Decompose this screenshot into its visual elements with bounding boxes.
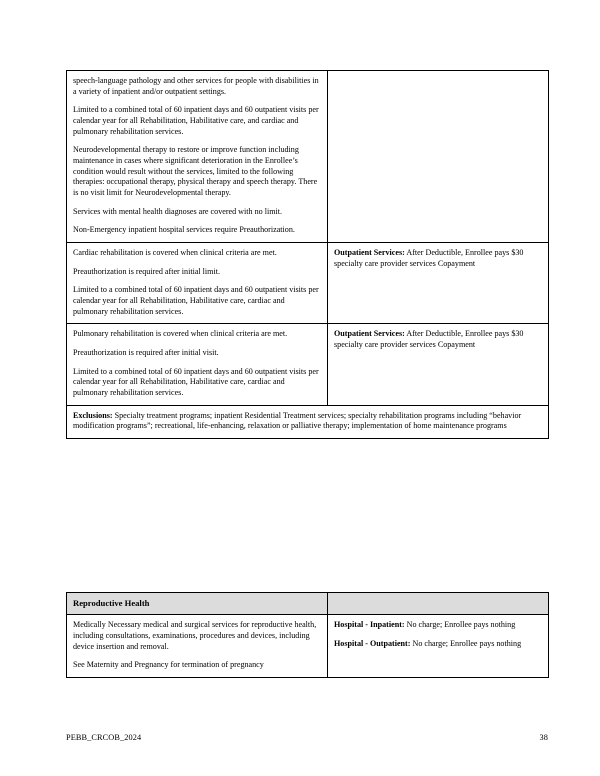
reproductive-health-table [66,592,549,678]
cost-share-text: After Deductible, Enrollee pays $30 specialty care provider services Copayment [334,248,524,268]
cost-share-cell [328,243,549,324]
benefit-description-cell [67,243,328,324]
benefit-paragraph: Preauthorization is required after initial visit. [73,348,219,358]
benefit-paragraph: Limited to a combined total of 60 inpatient days and 60 outpatient visits per calendar year for all Rehabilitation, Habilitative care, cardiac and pulmonary rehabilitation services. [73,285,319,316]
table-header-row [67,593,549,615]
benefit-description-cell [67,71,328,243]
cost-share-label: Outpatient Services: [334,329,405,339]
footer-page-number: 38 [539,733,548,742]
cost-share-entry [334,620,542,631]
cost-share-cell [328,71,549,243]
table-row [67,243,549,324]
footer-document-id: PEBB_CRCOB_2024 [66,733,142,742]
benefit-paragraph: Medically Necessary medical and surgical services for reproductive health, including consultations, examinations, procedures and devices, including device insertion and removal. [73,620,317,651]
benefit-paragraph: See Maternity and Pregnancy for termination of pregnancy [73,660,264,670]
cost-share-entry [334,248,542,269]
cost-share-label: Outpatient Services: [334,248,405,258]
section-title-cell: Reproductive Health [67,593,328,615]
exclusions-row [67,405,549,438]
exclusions-text: Specialty treatment programs; inpatient Residential Treatment services; specialty rehabilitation programs including “behavior modification programs”; recreational, life-enhancing, relaxation or palliative therapy; implementation of home maintenance programs [73,410,522,431]
benefit-paragraph: speech-language pathology and other services for people with disabilities in a variety of inpatient and/or outpatient settings. [73,76,319,96]
benefit-paragraph: Limited to a combined total of 60 inpatient days and 60 outpatient visits per calendar year for all Rehabilitation, Habilitative care, cardiac and pulmonary rehabilitation services. [73,366,319,398]
cost-share-text: No charge; Enrollee pays nothing [404,620,516,630]
table-row [67,324,549,405]
cost-share-entry [334,639,542,650]
benefit-description-cell [67,324,328,405]
benefit-paragraph: Preauthorization is required after initial limit. [73,266,220,276]
cost-share-text: No charge; Enrollee pays nothing [410,639,522,649]
benefit-paragraph: Limited to a combined total of 60 inpatient days and 60 outpatient visits per calendar year for all Rehabilitation, Habilitative care, and cardiac and pulmonary rehabilitation services. [73,105,319,136]
exclusions-paragraph [73,411,542,432]
page-footer [66,733,548,742]
benefit-paragraph: Non-Emergency inpatient hospital services require Preauthorization. [73,225,295,235]
cost-share-cell [328,615,549,678]
table-row [67,615,549,678]
benefit-paragraph: Pulmonary rehabilitation is covered when clinical criteria are met. [73,329,288,339]
benefit-paragraph: Neurodevelopmental therapy to restore or improve function including maintenance in cases where significant deterioration in the Enrollee’s condition would result without the services, limited to the following therapies: occupational therapy, physical therapy and speech therapy. There is no visit limit for Neurodevelopmental therapy. [73,145,318,198]
cost-share-label: Hospital - Outpatient: [334,639,411,649]
cost-share-cell [328,324,549,405]
exclusions-label: Exclusions: [73,410,113,420]
rehabilitation-benefits-table [66,70,549,439]
benefit-description-cell [67,615,328,678]
benefit-paragraph: Cardiac rehabilitation is covered when clinical criteria are met. [73,248,277,258]
section-cost-header-cell [328,593,549,615]
cost-share-text: After Deductible, Enrollee pays $30 specialty care provider services Copayment [334,329,524,350]
cost-share-entry [334,329,542,350]
benefit-paragraph: Services with mental health diagnoses are covered with no limit. [73,206,283,216]
exclusions-cell [67,405,549,438]
cost-share-label: Hospital - Inpatient: [334,620,405,630]
table-row [67,71,549,243]
